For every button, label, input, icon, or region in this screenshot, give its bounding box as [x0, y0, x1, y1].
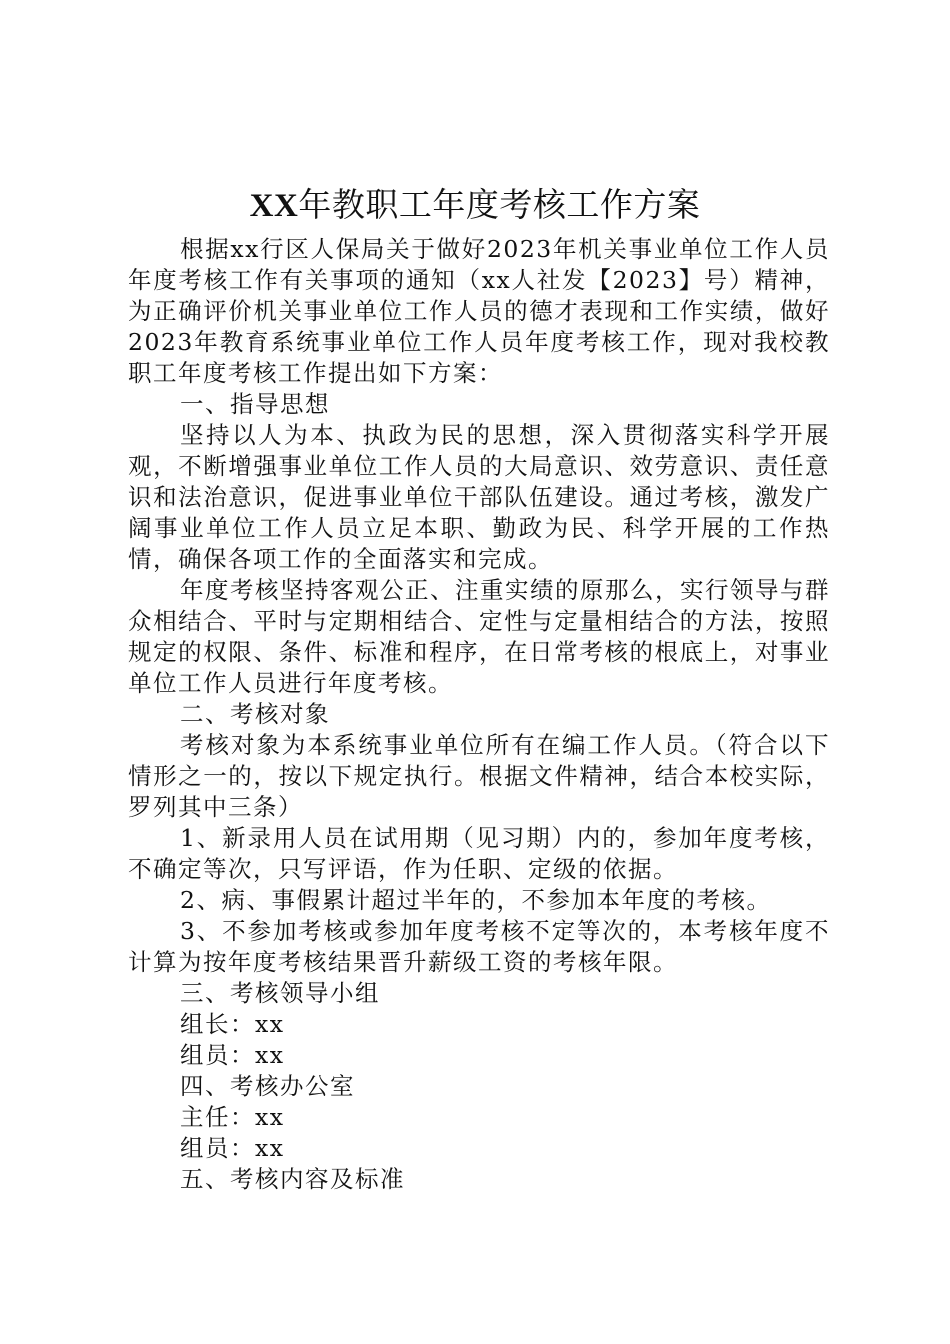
list-item: 3、不参加考核或参加年度考核不定等次的，本考核年度不计算为按年度考核结果晋升薪级工资的考核年限。 [128, 917, 830, 976]
document-title-text: 年教职工年度考核工作方案 [298, 185, 701, 224]
section-heading-content-standards: 五、考核内容及标准 [180, 1165, 405, 1193]
body-paragraph: 考核对象为本系统事业单位所有在编工作人员。（符合以下情形之一的，按以下规定执行。根据文件精神，结合本校实际，罗列其中三条） [128, 731, 830, 821]
section-heading-leadership-group: 三、考核领导小组 [180, 979, 380, 1007]
role-line: 组长：xx [180, 1010, 285, 1038]
role-line: 组员：xx [180, 1134, 285, 1162]
document-title-prefix: XX [249, 188, 299, 224]
body-paragraph: 年度考核坚持客观公正、注重实绩的原那么，实行领导与群众相结合、平时与定期相结合、定性与定量相结合的方法，按照规定的权限、条件、标准和程序，在日常考核的根底上，对事业单位工作人员进行年度考核。 [128, 576, 830, 697]
section-heading-office: 四、考核办公室 [180, 1072, 355, 1100]
role-line: 主任：xx [180, 1103, 285, 1131]
document-title [0, 183, 950, 228]
list-item: 1、新录用人员在试用期（见习期）内的，参加年度考核，不确定等次，只写评语，作为任职、定级的依据。 [128, 824, 830, 883]
list-item: 2、病、事假累计超过半年的，不参加本年度的考核。 [180, 886, 772, 914]
body-paragraph: 坚持以人为本、执政为民的思想，深入贯彻落实科学开展观，不断增强事业单位工作人员的大局意识、效劳意识、责任意识和法治意识，促进事业单位干部队伍建设。通过考核，激发广阔事业单位工作人员立足本职、勤政为民、科学开展的工作热情，确保各项工作的全面落实和完成。 [128, 421, 830, 573]
role-line: 组员：xx [180, 1041, 285, 1069]
section-heading-guiding-ideology: 一、指导思想 [180, 390, 330, 418]
document-body [128, 234, 830, 1195]
section-heading-assessment-targets: 二、考核对象 [180, 700, 330, 728]
intro-paragraph: 根据xx行区人保局关于做好2023年机关事业单位工作人员年度考核工作有关事项的通知（xx人社发【2023】号）精神，为正确评价机关事业单位工作人员的德才表现和工作实绩，做好2023年教育系统事业单位工作人员年度考核工作，现对我校教职工年度考核工作提出如下方案： [128, 235, 830, 387]
